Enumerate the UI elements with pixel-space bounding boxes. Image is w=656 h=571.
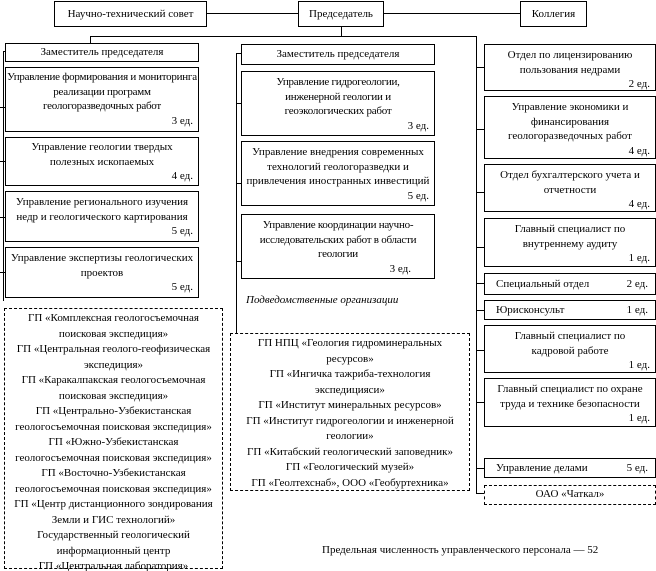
right-unit-box	[484, 458, 656, 478]
unit-name: Управление делами	[496, 462, 588, 474]
footer-note: Предельная численность управленческого персонала — 52	[322, 544, 599, 556]
org-item: ГП «Центрально-Узбекистанская геологосъемочная поисковая экспедиция»	[15, 405, 212, 433]
unit-name: Управление экспертизы геологических проектов	[10, 252, 194, 279]
connector	[476, 468, 484, 469]
council-label: Научно-технический совет	[67, 7, 194, 20]
board-label: Коллегия	[531, 7, 576, 20]
deputy-label: Заместитель председателя	[40, 46, 164, 58]
org-item: ГП «Китабский геологический заповедник»	[247, 445, 453, 458]
right-unit-box	[484, 164, 656, 212]
unit-name: Главный специалист по охране труда и технике безопасности	[497, 383, 643, 410]
right-unit-box	[484, 273, 656, 295]
middle-orgs-box	[230, 333, 470, 491]
connector	[476, 67, 484, 68]
connector	[383, 13, 520, 14]
unit-staff: 3 ед.	[171, 114, 193, 127]
connector	[476, 36, 477, 494]
unit-staff: 4 ед.	[628, 198, 650, 210]
right-unit-box	[484, 378, 656, 427]
right-unit-box	[484, 44, 656, 91]
unit-name: Специальный отдел	[496, 278, 590, 290]
unit-staff: 2 ед.	[626, 278, 648, 290]
unit-name: Главный специалист по внутреннему аудиту	[514, 223, 626, 250]
org-item: ГП «Центр дистанционного зондирования Земли и ГИС технологий»	[14, 498, 213, 526]
right-unit-box	[484, 325, 656, 373]
unit-name: Управление координации научно-исследовательских работ в области геологии	[259, 219, 417, 260]
connector	[476, 493, 484, 494]
connector	[90, 36, 477, 37]
unit-name: Отдел по лицензированию пользования недрами	[507, 49, 633, 76]
unit-staff: 4 ед.	[628, 144, 650, 157]
chairman-label: Председатель	[309, 7, 373, 20]
org-item: ГП «Восточно-Узбекистанская геологосъемочная поисковая экспедиция»	[15, 467, 212, 495]
org-item: ГП «Комплексная геологосъемочная поисковая экспедиция»	[28, 312, 199, 340]
connector	[476, 129, 484, 130]
left-unit-box	[5, 247, 199, 298]
connector	[476, 310, 484, 311]
connector	[476, 192, 484, 193]
org-item: ГП «Центральная геолого-геофизическая экспедиция»	[16, 343, 211, 371]
chairman-box	[298, 1, 384, 27]
deputy-label: Заместитель председателя	[276, 48, 400, 60]
unit-staff: 3 ед.	[389, 262, 411, 275]
unit-staff: 1 ед.	[628, 359, 650, 371]
unit-staff: 5 ед.	[626, 462, 648, 474]
org-item: ГП «Центральная лаборатория»	[38, 560, 189, 571]
unit-name: Управление формирования и мониторинга реализации программ геологоразведочных работ	[7, 71, 197, 112]
org-item: ГП «Институт минеральных ресурсов»	[258, 399, 442, 411]
left-unit-box	[5, 137, 199, 186]
unit-staff: 4 ед.	[171, 170, 193, 182]
connector	[476, 283, 484, 284]
unit-name: Главный специалист по кадровой работе	[514, 330, 626, 357]
org-item: ГП «Геолтехснаб», ООО «Геобуртехника»	[251, 476, 449, 489]
org-item: ГП «Южно-Узбекистанская геологосъемочная поисковая экспедиция»	[15, 436, 212, 464]
unit-staff: 1 ед.	[626, 304, 648, 316]
board-box	[520, 1, 587, 27]
middle-unit-box	[241, 141, 435, 206]
middle-unit-box	[241, 71, 435, 136]
left-deputy-box	[5, 43, 199, 62]
org-item: ГП «Каракалпакская геологосъемочная поисковая экспедиция»	[21, 374, 206, 402]
unit-name: Управление экономики и финансирования геологоразведочных работ	[508, 101, 632, 142]
org-item: ГП НПЦ «Геология гидроминеральных ресурсов»	[257, 337, 443, 365]
left-orgs-box	[4, 308, 223, 569]
unit-name: Отдел бухгалтерского учета и отчетности	[500, 169, 640, 196]
unit-staff: 5 ед.	[171, 281, 193, 293]
connector	[236, 53, 237, 333]
unit-staff: 2 ед.	[628, 78, 650, 90]
middle-unit-box	[241, 214, 435, 279]
right-unit-box	[484, 96, 656, 159]
unit-name: Управление внедрения современных технологий геологоразведки и привлечения иностранных инвестиций	[246, 146, 430, 187]
unit-name: Управление регионального изучения недр и геологического картирования	[15, 196, 189, 223]
unit-staff: 3 ед.	[407, 119, 429, 132]
org-item: ГП «Ингичка тажриба-технология экспедицияси»	[269, 368, 431, 396]
unit-name: Управление геологии твердых полезных ископаемых	[31, 141, 173, 168]
connector	[476, 247, 484, 248]
unit-staff: 5 ед.	[171, 225, 193, 237]
org-item: Государственный геологический информационный центр	[37, 529, 190, 557]
connector	[476, 402, 484, 403]
org-item: ГП «Геологический музей»	[285, 461, 415, 473]
left-unit-box	[5, 191, 199, 242]
left-unit-box	[5, 67, 199, 132]
unit-staff: 1 ед.	[628, 252, 650, 264]
unit-name: Юрисконсульт	[496, 304, 565, 316]
right-org-box	[484, 485, 656, 505]
unit-name: Управление гидрогеологии, инженерной геологии и геоэкологических работ	[276, 76, 400, 117]
connector	[206, 13, 298, 14]
unit-staff: 1 ед.	[628, 412, 650, 424]
middle-deputy-box	[241, 44, 435, 65]
connector	[90, 36, 91, 43]
right-unit-box	[484, 218, 656, 267]
subordinate-label: Подведомственные организации	[246, 294, 399, 306]
council-box	[54, 1, 207, 27]
unit-staff: 5 ед.	[407, 189, 429, 202]
connector	[476, 350, 484, 351]
right-unit-box	[484, 300, 656, 320]
connector	[341, 26, 342, 36]
org-item: ОАО «Чаткал»	[535, 488, 605, 500]
connector	[3, 51, 4, 301]
org-item: ГП «Институт гидрогеологии и инженерной геологии»	[246, 414, 454, 442]
